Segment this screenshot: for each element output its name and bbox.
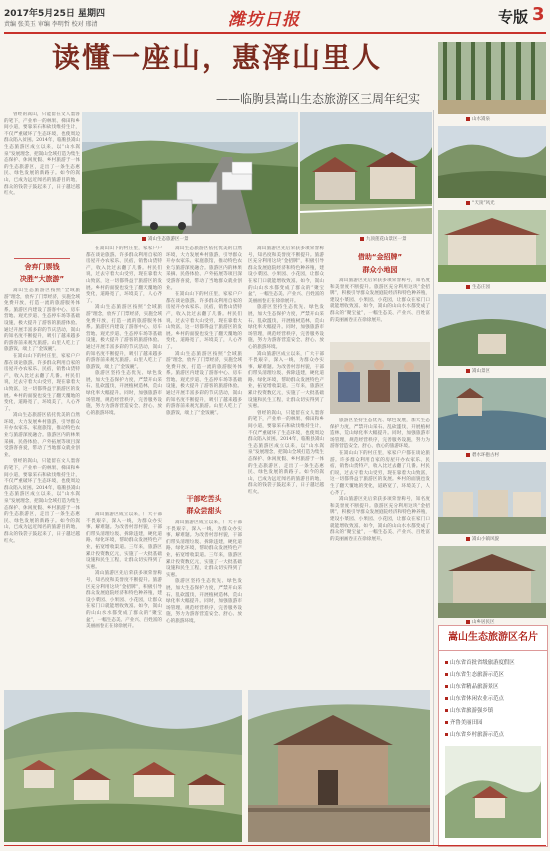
caption-marker-icon — [360, 237, 364, 241]
caption-text: 生态庄园 — [472, 285, 490, 290]
header-rule — [4, 32, 546, 34]
paragraph: 曾经的嵩山，只能留在文人墨客的笔下，产业单一的林果、梯田和乡间小道，要靠采石和砍伐维持生计，不仅严重破坏了生态环境，也使周边群众陷入贫困。2014年，临朐县嵩山生态旅游区成立以来，以“山水嵩泉”发展理念，把嵩山全域打造为集生态保护、休闲度假、乡村旅游于一体的生态旅游区，走出了一条生态惠民、绿色发展的新路子。如今的嵩山，已成为远近闻名的旅游目的地，群众的钱袋子鼓起来了，日子越过越红火。 — [248, 410, 324, 495]
caption-text: 九顶莲花山景区一景 — [366, 237, 407, 242]
village-photo — [300, 112, 432, 234]
right-photo-2 — [438, 126, 546, 198]
article-column-2 — [86, 246, 162, 506]
section-label: 专版 — [498, 8, 529, 26]
article-column-3 — [166, 246, 242, 490]
section-divider — [14, 258, 70, 259]
info-item — [445, 682, 499, 690]
right-caption-3 — [466, 284, 490, 290]
info-box-illustration — [445, 746, 541, 838]
paragraph: 旅游区坚持生态优先、绿色发展，加大生态保护力度，严禁开山采石、乱砍滥伐，开展植树造林，荒山绿化率大幅提升。同时，加强旅游市场管理，规范经营秩序，完善服务设施，努力为游客营造安全、舒心、放心的旅游环境。 — [330, 418, 430, 450]
info-item-text: 山东省旅游强乡镇 — [450, 708, 494, 714]
paragraph: 在嵩山山下的村庄里，家家户户都在谈论旅游。许多群众利用自家的房屋开办农家乐、民宿，销售山货特产，收入比过去翻了几番。村民们说，过去守着大山受穷，现在靠着大山致富，这一切都得益于旅游区的发展。乡村的面貌也发生了翻天覆地的变化，道路宽了，环境美了，人心齐了。 — [330, 450, 430, 496]
info-item-text: 山东省乡村旅游示范点 — [450, 732, 504, 738]
info-item — [445, 730, 504, 738]
paragraph: 嵩山旅游区成立以来，广大干部不畏艰辛，深入一线，为群众办实事、解难题。为改善村容村貌，干部们带头清理垃圾、拆除违建，硬化道路、绿化环境，帮助群众发展特色产业，拓宽增收渠道。三年来，旅游区累计投资数亿元，实施了一大批基础设施和民生工程，让群众切实得到了实惠。 — [166, 520, 242, 578]
page-number: 3 — [532, 4, 545, 25]
caption-text: 碧水环抱古村 — [472, 453, 499, 458]
right-photo-5 — [438, 378, 546, 450]
caption-text: 嵩山景区 — [472, 369, 490, 374]
caption-text: 山乡居民区 — [472, 620, 495, 625]
right-photo-7 — [438, 546, 546, 618]
info-item-text: 山东省首批省级旅游度假区 — [450, 660, 515, 666]
caption-marker-icon — [466, 453, 470, 457]
editor-info: 责编 张美玉 审编 李明哲 校对 邢清 — [4, 21, 98, 28]
paragraph: 嵩山旅游区成立以来，广大干部不畏艰辛，深入一线，为群众办实事、解难题。为改善村容村貌，干部们带头清理垃圾、拆除违建，硬化道路、绿化环境，帮助群众发展特色产业，拓宽增收渠道。三年来，旅游区累计投资数亿元，实施了一大批基础设施和民生工程，让群众切实得到了实惠。 — [86, 512, 162, 570]
paragraph: 嵩山旅游区先后荣获多项荣誉称号，知名度和美誉度不断提升。旅游区充分利用这块“金招牌”，积极引导群众发展庭院经济和特色种养殖，建设小菜园、小果园、小花园，让群众在家门口就能增收致富。如今，嵩山的山山水水都变成了群众的“聚宝盆”，一幅生态美、产业兴、百姓富的美丽画卷正在徐徐展开。 — [248, 246, 324, 304]
paragraph: 嵩山旅游区成立以来，广大干部不畏艰辛，深入一线，为群众办实事、解难题。为改善村容村貌，干部们带头清理垃圾、拆除违建，硬化道路、绿化环境，帮助群众发展特色产业，拓宽增收渠道。三年来，旅游区累计投资数亿元，实施了一大批基础设施和民生工程，让群众切实得到了实惠。 — [248, 351, 324, 410]
article-column-4 — [248, 246, 324, 687]
article-column-5 — [330, 278, 430, 338]
info-item — [445, 670, 504, 678]
bullet-icon — [445, 685, 448, 688]
right-column-rule — [433, 110, 434, 845]
right-caption-4 — [466, 368, 490, 374]
scenic-area-info-box — [438, 625, 548, 847]
right-caption-1 — [466, 116, 490, 122]
caption-marker-icon — [466, 537, 470, 541]
info-item-text: 齐鲁美丽田园 — [450, 720, 483, 726]
article-column-5b — [330, 418, 430, 687]
village-photo-caption — [360, 236, 407, 242]
newspaper-name: 潍坊日报 — [228, 10, 300, 30]
paragraph: 嵩山旅游区先后荣获多项荣誉称号，知名度和美誉度不断提升。旅游区充分利用这块“金招牌”，积极引导群众发展庭院经济和特色种养殖，建设小菜园、小果园、小花园，让群众在家门口就能增收致富。如今，嵩山的山山水水都变成了群众的“聚宝盆”，一幅生态美、产业兴、百姓富的美丽画卷正在徐徐展开。 — [86, 571, 162, 630]
section-subtitle: 群众小地园 — [362, 266, 398, 274]
info-item — [445, 718, 482, 726]
article-column-3b — [166, 520, 242, 687]
caption-text: 嵩山小镇风貌 — [472, 537, 499, 542]
paragraph: 嵩山生态旅游区依托优美的自然环境，大力发展乡村旅游，引导群众开办农家乐、家庭旅馆，推动特色农业与旅游深度融合。旅游区内的林果采摘、民俗体验、户外拓展等项目深受游客喜爱，带动了当地群众就业创业。 — [166, 246, 242, 291]
bullet-icon — [445, 709, 448, 712]
article-column-1b — [4, 288, 80, 686]
article-column-2b — [86, 512, 162, 687]
section-title: 舍弃门票钱 — [24, 263, 60, 271]
right-caption-5 — [466, 452, 499, 458]
caption-marker-icon — [142, 237, 146, 241]
subheadline: ——临朐县嵩山生态旅游区三周年纪实 — [215, 92, 420, 106]
bottom-left-photo — [4, 690, 242, 842]
paragraph: 旅游区坚持生态优先、绿色发展，加大生态保护力度，严禁开山采石、乱砍滥伐，开展植树造林，荒山绿化率大幅提升。同时，加强旅游市场管理，规范经营秩序，完善服务设施，努力为游客营造安全、舒心、放心的旅游环境。 — [166, 579, 242, 624]
section-title: 借助“金招牌” — [357, 253, 403, 261]
paragraph: 嵩山生态旅游区按照“全域旅游”理念，放弃了门票经济，实施全域免费开放，打造一流的旅游服务体系。旅游区内建设了游客中心、房车营地、观光步道、生态停车场等基础设施，极大提升了游客的旅游体验。通过开展丰富多彩的节庆活动，嵩山的知名度不断提升，吸引了越来越多的游客前来观光旅游。山里人吃上了旅游饭，端上了“金饭碗”。 — [4, 288, 80, 353]
caption-text: 山水嵩泉 — [472, 117, 490, 122]
bullet-icon — [445, 733, 448, 736]
issue-date: 2017年5月25日 星期四 — [4, 9, 105, 19]
paragraph: 在嵩山山下的村庄里，家家户户都在谈论旅游。许多群众利用自家的房屋开办农家乐、民宿，销售山货特产，收入比过去翻了几番。村民们说，过去守着大山受穷，现在靠着大山致富，这一切都得益于旅游区的发展。乡村的面貌也发生了翻天覆地的变化，道路宽了，环境美了，人心齐了。 — [4, 353, 80, 412]
right-photo-4 — [438, 294, 546, 366]
section-subtitle: 群众尝甜头 — [186, 507, 222, 515]
caption-marker-icon — [466, 620, 470, 624]
bullet-icon — [445, 661, 448, 664]
right-photo-1 — [438, 42, 546, 114]
main-photo-caption — [142, 236, 189, 242]
headline: 读懂一座山，惠泽山里人 — [51, 41, 382, 74]
right-caption-6 — [466, 536, 499, 542]
caption-text: “天顶”风光 — [472, 201, 495, 206]
paragraph: 在嵩山山下的村庄里，家家户户都在谈论旅游。许多群众利用自家的房屋开办农家乐、民宿，销售山货特产，收入比过去翻了几番。村民们说，过去守着大山受穷，现在靠着大山致富，这一切都得益于旅游区的发展。乡村的面貌也发生了翻天覆地的变化，道路宽了，环境美了，人心齐了。 — [166, 292, 242, 350]
paragraph: 嵩山生态旅游区按照“全域旅游”理念，放弃了门票经济，实施全域免费开放，打造一流的旅游服务体系。旅游区内建设了游客中心、房车营地、观光步道、生态停车场等基础设施，极大提升了游客的旅游体验。通过开展丰富多彩的节庆活动，嵩山的知名度不断提升，吸引了越来越多的游客前来观光旅游。山里人吃上了旅游饭，端上了“金饭碗”。 — [166, 351, 242, 416]
paragraph: 曾经的嵩山，只能留在文人墨客的笔下，产业单一的林果、梯田和乡间小道，要靠采石和砍伐维持生计，不仅严重破坏了生态环境，也使周边群众陷入贫困。2014年，临朐县嵩山生态旅游区成立以来，以“山水嵩泉”发展理念，把嵩山全域打造为集生态保护、休闲度假、乡村旅游于一体的生态旅游区，走出了一条生态惠民、绿色发展的新路子。如今的嵩山，已成为远近闻名的旅游目的地，群众的钱袋子鼓起来了，日子越过越红火。 — [4, 459, 80, 544]
info-item-text: 山东省休闲农业示范点 — [450, 696, 504, 702]
info-box-title: 嵩山生态旅游区名片 — [439, 626, 547, 651]
paragraph: 旅游区坚持生态优先、绿色发展，加大生态保护力度，严禁开山采石、乱砍滥伐，开展植树造林，荒山绿化率大幅提升。同时，加强旅游市场管理，规范经营秩序，完善服务设施，努力为游客营造安全、舒心、放心的旅游环境。 — [248, 305, 324, 350]
section-title: 干部吃苦头 — [186, 495, 222, 503]
paragraph: 嵩山生态旅游区依托优美的自然环境，大力发展乡村旅游，引导群众开办农家乐、家庭旅馆，推动特色农业与旅游深度融合。旅游区内的林果采摘、民俗体验、户外拓展等项目深受游客喜爱，带动了当地群众就业创业。 — [4, 413, 80, 458]
right-caption-2 — [466, 200, 495, 206]
paragraph: 曾经的嵩山，只能留在文人墨客的笔下，产业单一的林果、梯田和乡间小道，要靠采石和砍伐维持生计，不仅严重破坏了生态环境，也使周边群众陷入贫困。2014年，临朐县嵩山生态旅游区成立以来，以“山水嵩泉”发展理念，把嵩山全域打造为集生态保护、休闲度假、乡村旅游于一体的生态旅游区，走出了一条生态惠民、绿色发展的新路子。如今的嵩山，已成为远近闻名的旅游目的地，群众的钱袋子鼓起来了，日子越过越红火。 — [4, 112, 80, 197]
caption-marker-icon — [466, 285, 470, 289]
caption-marker-icon — [466, 369, 470, 373]
article-column-1 — [4, 112, 80, 252]
caption-marker-icon — [466, 117, 470, 121]
paragraph: 嵩山旅游区先后荣获多项荣誉称号，知名度和美誉度不断提升。旅游区充分利用这块“金招牌”，积极引导群众发展庭院经济和特色种养殖，建设小菜园、小果园、小花园，让群众在家门口就能增收致富。如今，嵩山的山山水水都变成了群众的“聚宝盆”，一幅生态美、产业兴、百姓富的美丽画卷正在徐徐展开。 — [330, 497, 430, 542]
right-photo-6 — [438, 462, 546, 534]
paragraph: 嵩山生态旅游区按照“全域旅游”理念，放弃了门票经济，实施全域免费开放，打造一流的旅游服务体系。旅游区内建设了游客中心、房车营地、观光步道、生态停车场等基础设施，极大提升了游客的旅游体验。通过开展丰富多彩的节庆活动，嵩山的知名度不断提升，吸引了越来越多的游客前来观光旅游。山里人吃上了旅游饭，端上了“金饭碗”。 — [86, 305, 162, 370]
bullet-icon — [445, 697, 448, 700]
paragraph: 嵩山旅游区先后荣获多项荣誉称号，知名度和美誉度不断提升。旅游区充分利用这块“金招牌”，积极引导群众发展庭院经济和特色种养殖，建设小菜园、小果园、小花园，让群众在家门口就能增收致富。如今，嵩山的山山水水都变成了群众的“聚宝盆”，一幅生态美、产业兴、百姓富的美丽画卷正在徐徐展开。 — [330, 278, 430, 323]
paragraph: 在嵩山山下的村庄里，家家户户都在谈论旅游。许多群众利用自家的房屋开办农家乐、民宿，销售山货特产，收入比过去翻了几番。村民们说，过去守着大山受穷，现在靠着大山致富，这一切都得益于旅游区的发展。乡村的面貌也发生了翻天覆地的变化，道路宽了，环境美了，人心齐了。 — [86, 246, 162, 304]
caption-marker-icon — [466, 201, 470, 205]
main-photo — [82, 112, 298, 234]
info-item — [445, 706, 493, 714]
right-photo-3 — [438, 210, 546, 282]
caption-text: 嵩山生态旅游区一景 — [148, 237, 189, 242]
paragraph: 旅游区坚持生态优先、绿色发展，加大生态保护力度，严禁开山采石、乱砍滥伐，开展植树造林，荒山绿化率大幅提升。同时，加强旅游市场管理，规范经营秩序，完善服务设施，努力为游客营造安全、舒心、放心的旅游环境。 — [86, 371, 162, 416]
page-header — [0, 0, 550, 34]
section-subtitle: 决胜“大旅游” — [19, 275, 65, 283]
bullet-icon — [445, 721, 448, 724]
info-item-text: 山东省精品旅游景区 — [450, 684, 499, 690]
bullet-icon — [445, 673, 448, 676]
info-item-text: 山东省生态旅游示范区 — [450, 672, 504, 678]
footer-rule — [4, 845, 546, 846]
classroom-photo — [330, 342, 430, 414]
info-item — [445, 658, 515, 666]
bottom-center-photo — [248, 690, 430, 842]
info-item — [445, 694, 504, 702]
